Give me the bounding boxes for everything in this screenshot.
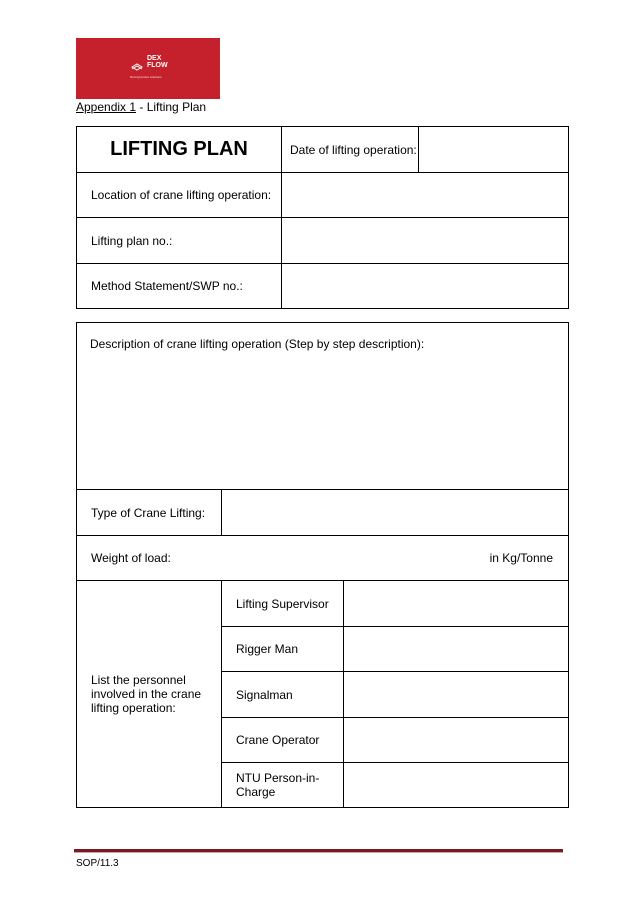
title-row xyxy=(77,127,568,173)
document-code: SOP/11.3 xyxy=(76,858,119,869)
personnel-section xyxy=(77,581,568,807)
operation-details-table xyxy=(76,322,569,808)
personnel-role: Signalman xyxy=(236,687,293,702)
personnel-list xyxy=(221,581,568,807)
description-row[interactable] xyxy=(77,323,568,490)
personnel-name-field[interactable] xyxy=(343,581,568,626)
crane-type-label: Type of Crane Lifting: xyxy=(91,505,206,520)
description-label: Description of crane lifting operation (Step by step description): xyxy=(90,337,425,351)
weight-unit: in Kg/Tonne xyxy=(489,551,553,565)
personnel-name-field[interactable] xyxy=(343,672,568,717)
appendix-link[interactable]: Appendix 1 xyxy=(76,100,137,114)
personnel-name-field[interactable] xyxy=(343,718,568,762)
plan-number-row xyxy=(77,218,568,264)
personnel-name-field[interactable] xyxy=(343,763,568,807)
crane-type-row xyxy=(77,490,568,536)
logo-tagline: fluid dynamics solutions xyxy=(130,75,162,79)
logo-wordmark: DEX FLOW xyxy=(147,55,168,69)
personnel-role: Lifting Supervisor xyxy=(236,596,329,611)
location-label: Location of crane lifting operation: xyxy=(91,188,272,202)
location-field[interactable] xyxy=(281,173,568,217)
appendix-heading xyxy=(76,100,206,114)
date-field[interactable] xyxy=(418,127,568,172)
weight-label: Weight of load: xyxy=(91,551,171,565)
method-statement-row xyxy=(77,264,568,308)
plan-number-label: Lifting plan no.: xyxy=(91,233,173,248)
plan-header-table xyxy=(76,126,569,309)
appendix-title: - Lifting Plan xyxy=(136,100,207,114)
personnel-role: NTU Person-in-Charge xyxy=(236,771,320,799)
personnel-row xyxy=(222,763,568,807)
method-statement-label: Method Statement/SWP no.: xyxy=(91,279,243,293)
personnel-row xyxy=(222,672,568,718)
personnel-role: Rigger Man xyxy=(236,642,299,656)
personnel-label: List the personnel involved in the crane lifting operation: xyxy=(91,673,202,715)
logo-mark-icon xyxy=(130,59,144,73)
method-statement-field[interactable] xyxy=(281,264,568,308)
personnel-name-field[interactable] xyxy=(343,627,568,671)
personnel-row xyxy=(222,627,568,672)
personnel-row xyxy=(222,718,568,763)
location-row xyxy=(77,173,568,218)
form-title: LIFTING PLAN xyxy=(110,138,248,160)
plan-number-field[interactable] xyxy=(281,218,568,263)
crane-type-field[interactable] xyxy=(221,490,568,535)
footer-rule-light xyxy=(74,852,563,853)
personnel-row xyxy=(222,581,568,627)
date-label: Date of lifting operation: xyxy=(281,127,418,172)
personnel-role: Crane Operator xyxy=(236,733,320,747)
company-logo xyxy=(76,38,220,99)
weight-row[interactable] xyxy=(77,536,568,581)
